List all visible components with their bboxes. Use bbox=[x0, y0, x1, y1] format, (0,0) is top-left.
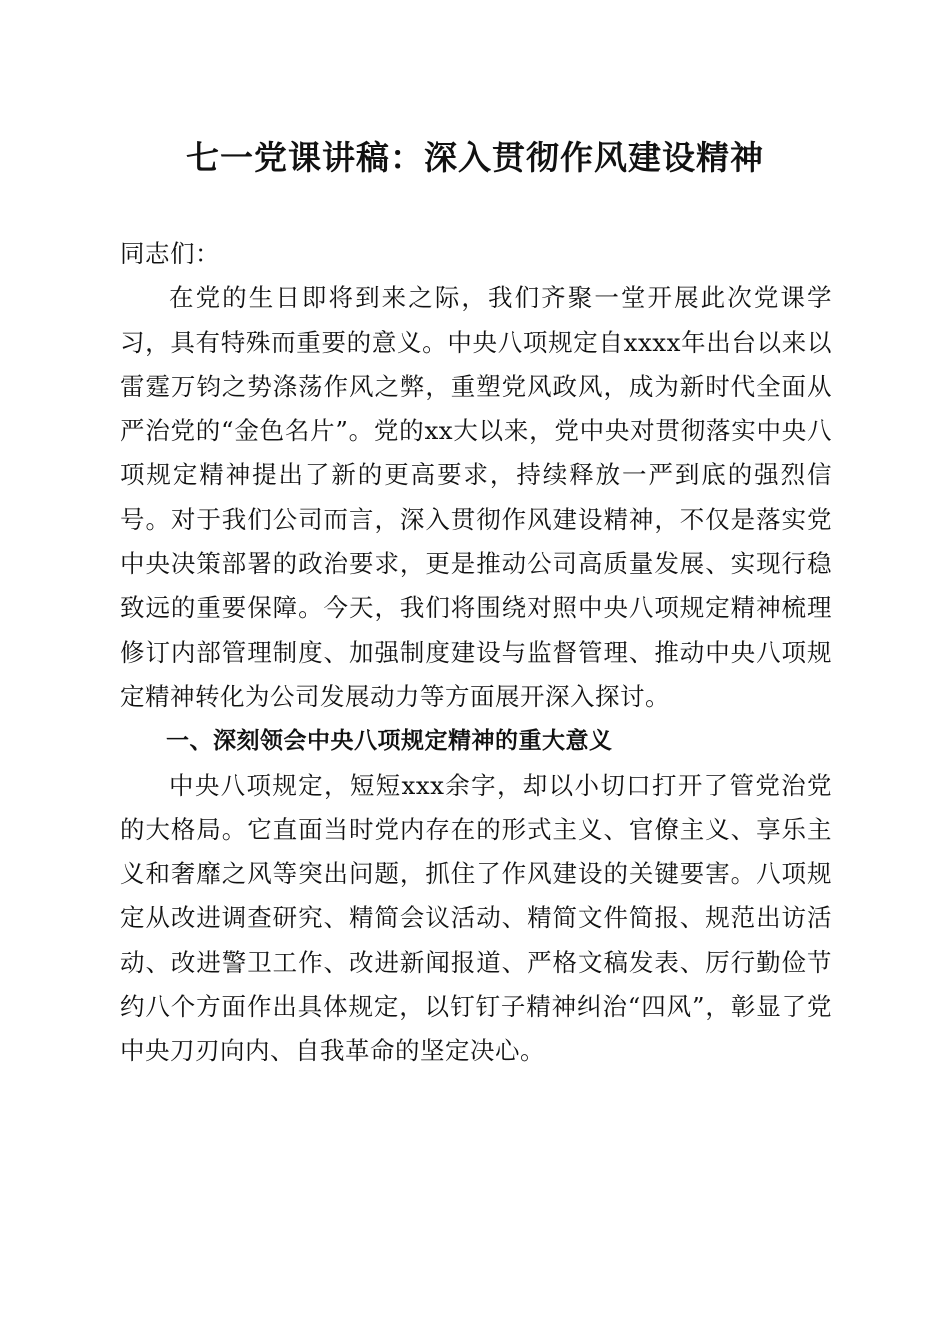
section-heading-1: 一、深刻领会中央八项规定精神的重大意义 bbox=[166, 728, 613, 755]
document-title: 七一党课讲稿：深入贯彻作风建设精神 bbox=[186, 138, 764, 177]
paragraph-intro: 在党的生日即将到来之际，我们齐聚一堂开展此次党课学习，具有特殊而重要的意义。中央八项规定自xxxx年出台以来以雷霆万钧之势涤荡作风之弊，重塑党风政风，成为新时代全面从严治党的“金色名片”。党的xx大以来，党中央对贯彻落实中央八项规定精神提出了新的更高要求，持续释放一严到底的强烈信号。对于我们公司而言，深入贯彻作风建设精神，不仅是落实党中央决策部署的政治要求，更是推动公司高质量发展、实现行稳致远的重要保障。今天，我们将围绕对照中央八项规定精神梳理修订内部管理制度、加强制度建设与监督管理、推动中央八项规定精神转化为公司发展动力等方面展开深入探讨。 bbox=[120, 283, 832, 711]
document-body bbox=[120, 232, 832, 1074]
salutation: 同志们： bbox=[120, 239, 220, 268]
paragraph-section-1: 中央八项规定，短短xxx余字，却以小切口打开了管党治党的大格局。它直面当时党内存在的形式主义、官僚主义、享乐主义和奢靡之风等突出问题，抓住了作风建设的关键要害。八项规定从改进调查研究、精简会议活动、精简文件简报、规范出访活动、改进警卫工作、改进新闻报道、严格文稿发表、厉行勤俭节约八个方面作出具体规定，以钉钉子精神纠治“四风”，彰显了党中央刀刃向内、自我革命的坚定决心。 bbox=[120, 770, 832, 1066]
